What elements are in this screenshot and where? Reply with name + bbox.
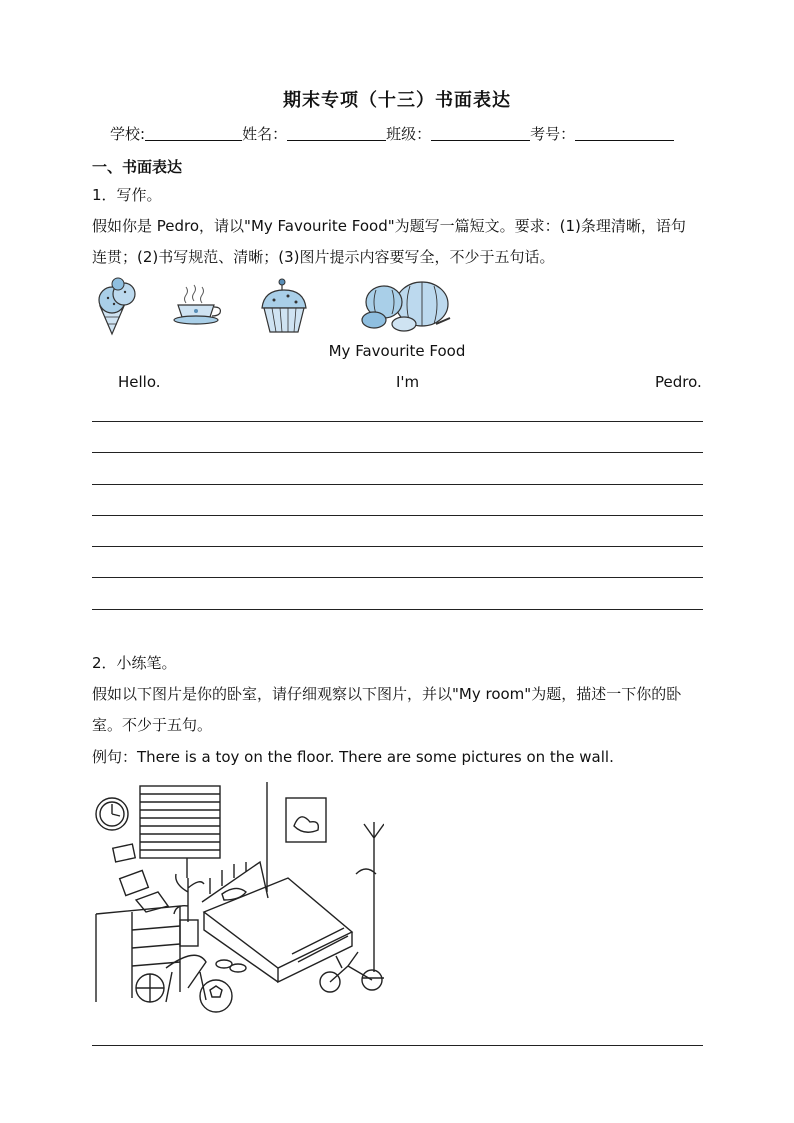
- answer-line[interactable]: [92, 421, 703, 422]
- school-field[interactable]: [145, 126, 242, 141]
- answer-line[interactable]: [92, 1045, 703, 1046]
- answer-line[interactable]: [92, 515, 703, 516]
- question-1-instruction-line-2: 连贯；(2)书写规范、清晰；(3)图片提示内容要写全，不少于五句话。: [92, 248, 555, 266]
- class-field[interactable]: [431, 126, 530, 141]
- teacup-icon: [172, 283, 228, 327]
- question-2-number: 2．小练笔。: [92, 654, 177, 672]
- name-label: 姓名：: [242, 125, 288, 143]
- question-1-number: 1．写作。: [92, 186, 162, 204]
- ice-cream-icon: [92, 276, 142, 336]
- start-word-hello: Hello.: [118, 373, 161, 391]
- start-word-im: I'm: [396, 373, 420, 391]
- example-sentence: 例句：There is a toy on the floor. There are some pictures on the wall.: [92, 748, 614, 766]
- answer-line[interactable]: [92, 546, 703, 547]
- cupcake-icon: [258, 278, 310, 336]
- school-label: 学校:: [110, 125, 146, 143]
- section-heading: 一、书面表达: [92, 158, 183, 176]
- class-label: 班级：: [386, 125, 432, 143]
- answer-line[interactable]: [92, 484, 703, 485]
- name-field[interactable]: [287, 126, 386, 141]
- student-info-row: [110, 123, 674, 144]
- question-2-instruction-line-2: 室。不少于五句。: [92, 716, 213, 734]
- page-title: 期末专项（十三）书面表达: [283, 90, 511, 111]
- vegetables-icon: [360, 274, 452, 334]
- bedroom-illustration: [92, 782, 384, 1018]
- exam-no-field[interactable]: [575, 126, 674, 141]
- answer-line[interactable]: [92, 452, 703, 453]
- answer-line[interactable]: [92, 609, 703, 610]
- answer-line[interactable]: [92, 577, 703, 578]
- question-2-instruction-line-1: 假如以下图片是你的卧室，请仔细观察以下图片，并以"My room"为题，描述一下你的卧: [92, 685, 682, 703]
- essay-title: My Favourite Food: [328, 342, 466, 360]
- question-1-instruction-line-1: 假如你是 Pedro，请以"My Favourite Food"为题写一篇短文。要求：(1)条理清晰，语句: [92, 217, 686, 235]
- exam-no-label: 考号：: [530, 125, 576, 143]
- start-word-pedro: Pedro.: [655, 373, 702, 391]
